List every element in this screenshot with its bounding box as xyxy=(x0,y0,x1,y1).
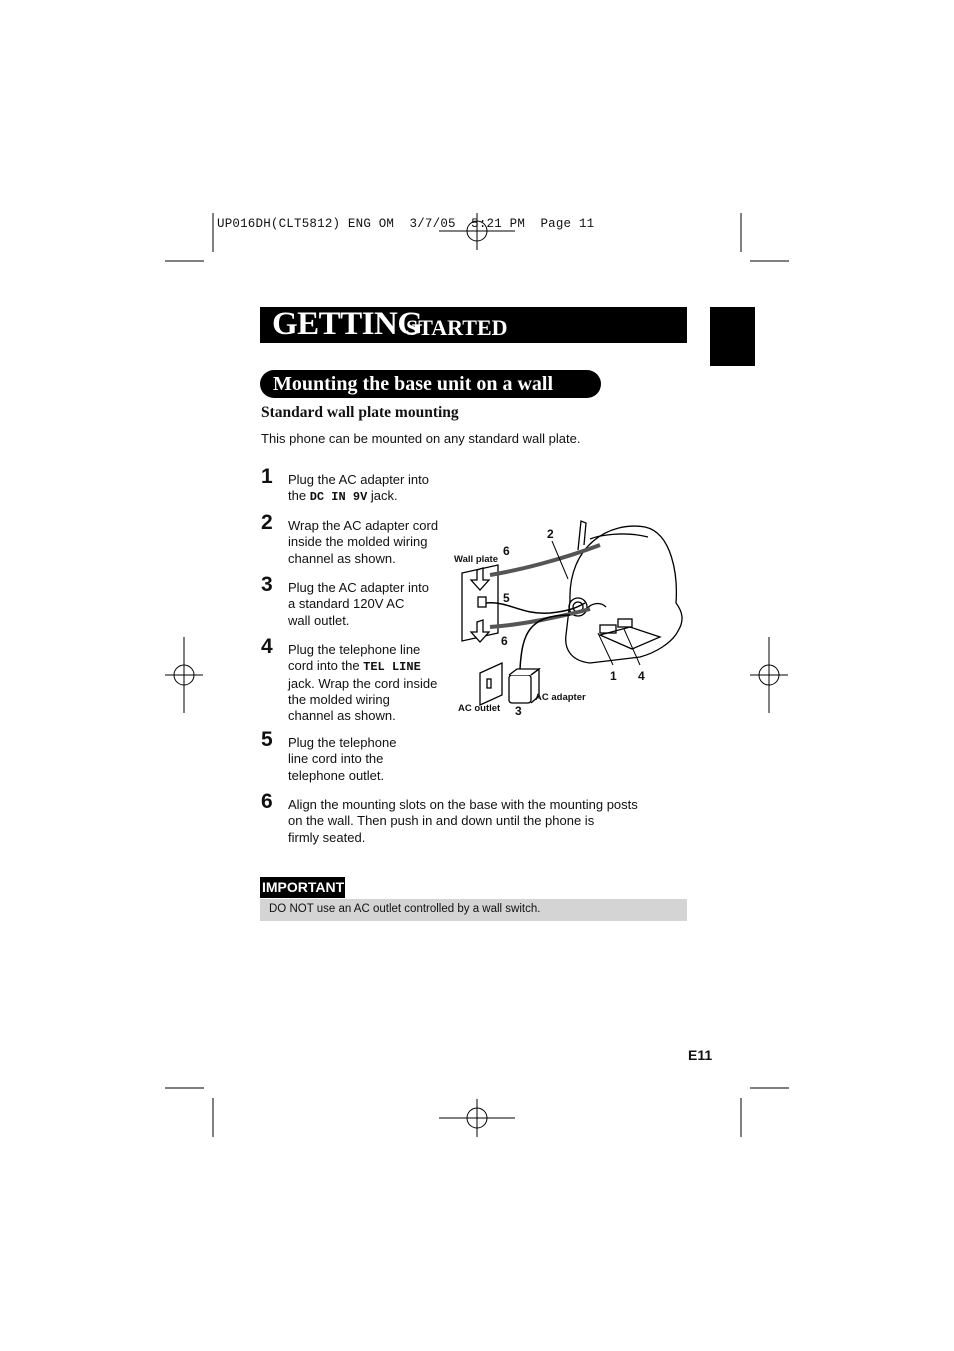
important-label: IMPORTANT xyxy=(260,877,345,898)
jack-label: TEL LINE xyxy=(363,660,421,675)
chapter-title-small: STARTED xyxy=(406,315,508,340)
page-number: E11 xyxy=(688,1047,713,1063)
ac-adapter-label: AC adapter xyxy=(535,692,586,703)
subheading: Standard wall plate mounting xyxy=(261,404,459,421)
section-heading-text: Mounting the base unit on a wall xyxy=(273,373,554,395)
callout-1: 1 xyxy=(610,669,617,683)
chapter-title-bar xyxy=(260,307,687,343)
step-number: 6 xyxy=(261,790,273,813)
callout-5: 5 xyxy=(503,591,510,605)
callout-4: 4 xyxy=(638,669,645,683)
callout-6: 6 xyxy=(503,544,510,558)
section-heading xyxy=(260,370,601,398)
step-text: Plug the telephone line cord into the telephone outlet. xyxy=(288,735,397,783)
callout-2: 2 xyxy=(547,527,554,541)
jack-label: DC IN 9V xyxy=(309,490,368,505)
print-slug: UP016DH(CLT5812) ENG OM 3/7/05 5:21 PM Page 11 xyxy=(217,217,595,231)
callout-6: 6 xyxy=(501,634,508,648)
ac-outlet-label: AC outlet xyxy=(458,703,501,714)
step-number: 4 xyxy=(261,635,273,658)
important-note xyxy=(260,899,687,921)
step-text: Plug the telephone line cord into the TEL LINE jack. Wrap the cord inside the molded wiring channel as shown. xyxy=(288,642,438,724)
step-text: Plug the AC adapter into the DC IN 9V jack. xyxy=(288,472,429,505)
step-number: 2 xyxy=(261,511,273,534)
intro-text: This phone can be mounted on any standard wall plate. xyxy=(261,431,581,446)
step-text: Plug the AC adapter into a standard 120V AC wall outlet. xyxy=(288,580,429,628)
chapter-thumb-tab xyxy=(710,307,755,366)
important-text: DO NOT use an AC outlet controlled by a wall switch. xyxy=(269,903,541,915)
step-number: 1 xyxy=(261,465,273,488)
step-text: Wrap the AC adapter cord inside the molded wiring channel as shown. xyxy=(288,518,439,566)
step-number: 5 xyxy=(261,728,273,751)
wall-plate-label: Wall plate xyxy=(454,554,498,565)
step-text: Align the mounting slots on the base with the mounting posts on the wall. Then push in and down until the phone is firmly seated. xyxy=(288,797,638,845)
chapter-title-big: GETTING xyxy=(272,306,423,342)
callout-3: 3 xyxy=(515,704,522,718)
step-number: 3 xyxy=(261,573,273,596)
